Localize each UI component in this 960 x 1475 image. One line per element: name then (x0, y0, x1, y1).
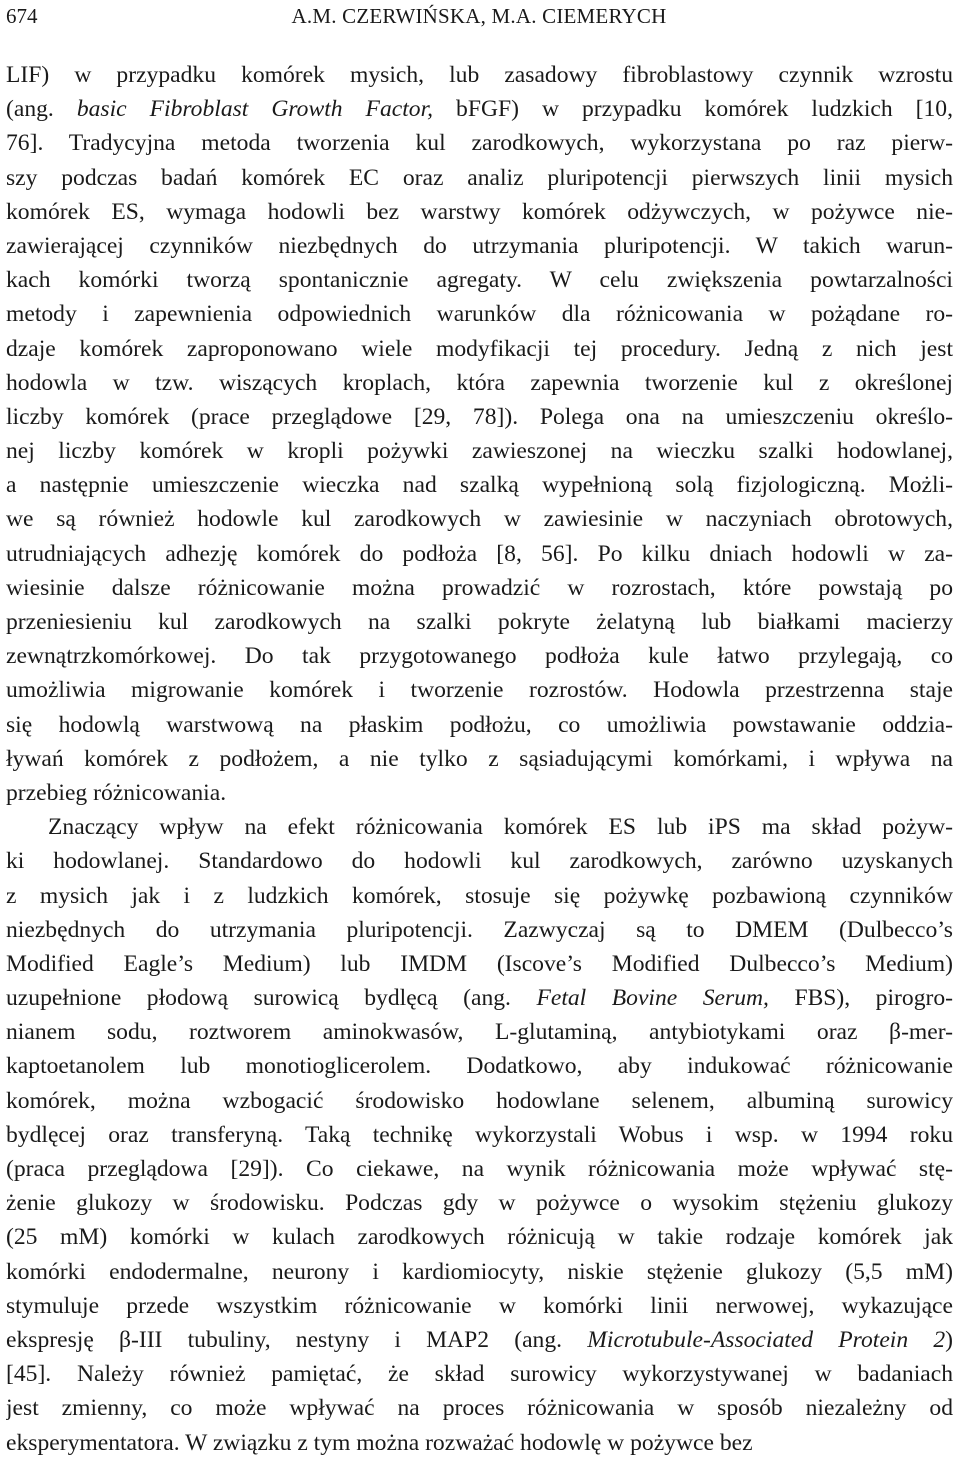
text-line: utrudniających adhezję komórek do podłoża [8, 56]. Po kilku dniach hodowli w za- (6, 540, 953, 567)
text-line: ływań komórek z podłożem, a nie tylko z sąsiadującymi komórkami, i wpływa na (6, 745, 953, 772)
text-line: eksperymentatora. W związku z tym można rozważać hodowlę w pożywce bez (6, 1429, 753, 1456)
text-line: bydlęcej oraz transferyną. Taką technikę wykorzystali Wobus i wsp. w 1994 roku (6, 1121, 953, 1148)
text-line: kaptoetanolem lub monotioglicerolem. Dodatkowo, aby indukować różnicowanie (6, 1053, 953, 1080)
text-line: Modified Eagle’s Medium) lub IMDM (Iscove’s Modified Dulbecco’s Medium) (6, 950, 953, 977)
text-line: nej liczby komórek w kropli pożywki zawieszonej na wieczku szalki hodowlanej, (6, 438, 953, 465)
text-line: ki hodowlanej. Standardowo do hodowli kul zarodkowych, zarówno uzyskanych (6, 848, 953, 875)
text-line: (25 mM) komórki w kulach zarodkowych różnicują w takie rodzaje komórek jak (6, 1224, 953, 1251)
text-line: Znaczący wpływ na efekt różnicowania komórek ES lub iPS ma skład pożyw- (48, 814, 953, 841)
text-line: stymuluje przede wszystkim różnicowanie w komórki linii nerwowej, wykazujące (6, 1292, 953, 1319)
text-line: przebieg różnicowania. (6, 779, 227, 806)
text-line: LIF) w przypadku komórek mysich, lub zasadowy fibroblastowy czynnik wzrostu (6, 62, 953, 88)
page-number: 674 (6, 4, 38, 28)
text-line: wiesinie dalsze różnicowanie można prowadzić w rozrostach, które powstają po (6, 574, 953, 601)
text-line: ekspresję β-III tubuliny, nestyny i MAP2 (ang. Microtubule-Associated Protein 2) (6, 1326, 953, 1353)
text-line: się hodowlą warstwową na płaskim podłożu, co umożliwia powstawanie oddzia- (6, 711, 953, 738)
text-line: przeniesieniu kul zarodkowych na szalki pokryte żelatyną lub białkami macierzy (6, 609, 953, 635)
text-line: komórek ES, wymaga hodowli bez warstwy komórek odżywczych, w pożywce nie- (6, 198, 953, 225)
text-line: uzupełnione płodową surowicą bydlęcą (ang. Fetal Bovine Serum, FBS), pirogro- (6, 985, 953, 1012)
text-line: z mysich jak i z ludzkich komórek, stosuje się pożywkę pozbawioną czynników (6, 882, 953, 909)
text-line: [45]. Należy również pamiętać, że skład surowicy wykorzystywanej w badaniach (6, 1361, 953, 1388)
text-line: zawierającej czynników niezbędnych do utrzymania pluripotencji. W takich warun- (6, 232, 953, 259)
text-line: kach komórki tworzą spontanicznie agregaty. W celu zwiększenia powtarzalności (6, 267, 953, 294)
text-line: nianem sodu, roztworem aminokwasów, L-glutaminą, antybiotykami oraz β-mer- (6, 1019, 953, 1046)
text-line: szy podczas badań komórek EC oraz analiz pluripotencji pierwszych linii mysich (6, 164, 953, 191)
text-line: (praca przeglądowa [29]). Co ciekawe, na wynik różnicowania może wpływać stę- (6, 1156, 953, 1182)
text-line: 76]. Tradycyjna metoda tworzenia kul zarodkowych, wykorzystana po raz pierw- (6, 130, 953, 157)
text-line: niezbędnych do utrzymania pluripotencji. Zazwyczaj są to DMEM (Dulbecco’s (6, 916, 953, 943)
text-line: hodowla w tzw. wiszących kroplach, która zapewnia tworzenie kul z określonej (6, 369, 953, 396)
text-line: komórek, można wzbogacić środowisko hodowlane selenem, albuminą surowicy (6, 1087, 953, 1114)
text-line: we są również hodowle kul zarodkowych w zawiesinie w naczyniach obrotowych, (6, 506, 953, 533)
text-line: liczby komórek (prace przeglądowe [29, 78]). Polega ona na umieszczeniu określo- (6, 403, 953, 430)
body-text (6, 58, 953, 1460)
text-line: metody i zapewnienia odpowiednich warunków dla różnicowania w pożądane ro- (6, 301, 953, 328)
text-line: zewnątrzkomórkowej. Do tak przygotowanego podłoża kule łatwo przylegają, co (6, 643, 953, 670)
text-line: umożliwia migrowanie komórek i tworzenie rozrostów. Hodowla przestrzenna staje (6, 677, 953, 704)
running-head: A.M. CZERWIŃSKA, M.A. CIEMERYCH (291, 4, 667, 28)
text-line: jest zmienny, co może wpływać na proces różnicowania w sposób niezależny od (6, 1395, 953, 1422)
text-line: komórki endodermalne, neurony i kardiomiocyty, niskie stężenie glukozy (5,5 mM) (6, 1258, 953, 1285)
text-line: dzaje komórek zaproponowano wiele modyfikacji tej procedury. Jedną z nich jest (6, 335, 953, 362)
text-line: (ang. basic Fibroblast Growth Factor, bFGF) w przypadku komórek ludzkich [10, (6, 96, 953, 123)
page-header (6, 4, 952, 32)
text-line: żenie glukozy w środowisku. Podczas gdy w pożywce o wysokim stężeniu glukozy (6, 1190, 953, 1217)
text-line: a następnie umieszczenie wieczka nad szalką wypełnioną solą fizjologiczną. Możli- (6, 472, 953, 499)
